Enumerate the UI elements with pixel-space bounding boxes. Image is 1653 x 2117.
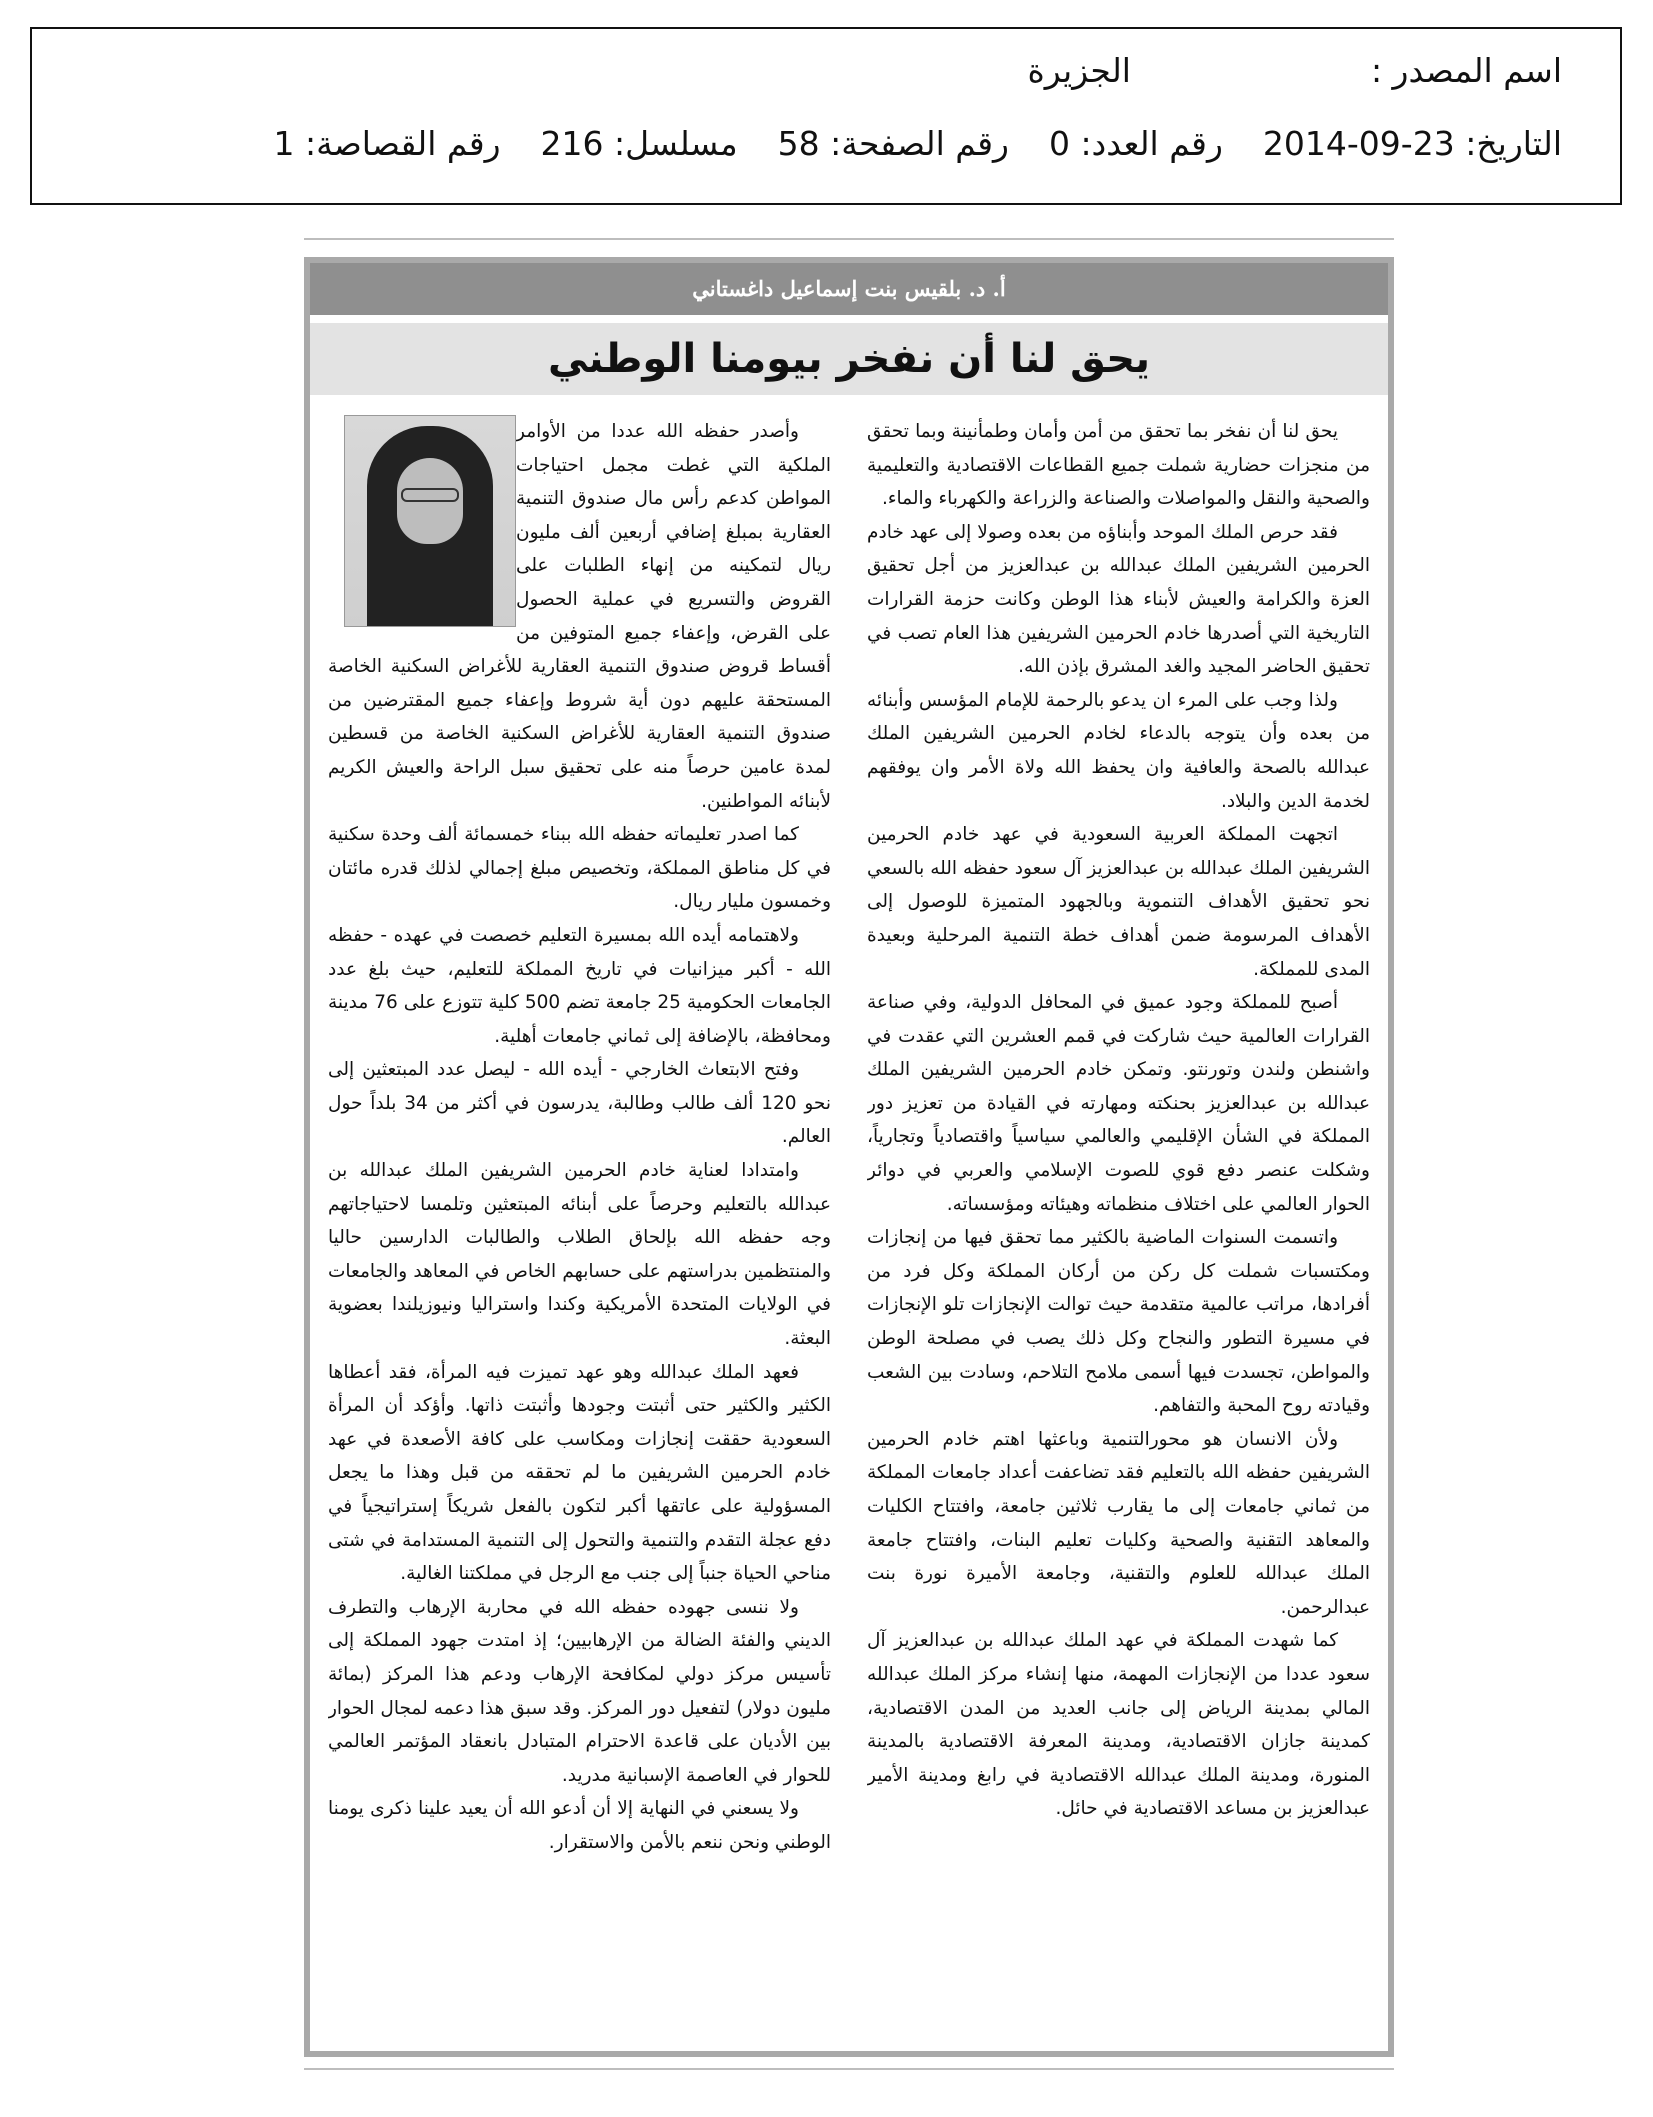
- serial-field: مسلسل: 216: [540, 124, 738, 163]
- clipping-metadata-box: [30, 27, 1622, 205]
- metadata-row-details: [90, 124, 1562, 163]
- newspaper-article: [304, 257, 1394, 2057]
- paragraph: فعهد الملك عبدالله وهو عهد تميزت فيه المرأة، فقد أعطاها الكثير والكثير حتى أثبتت وجودها وأثبتت ذاتها. وأؤكد أن المرأة السعودية حققت إنجازات ومكاسب على كافة الأصعدة في عهد خادم الحرمين الشريفين ما لم تحققه من قبل وهذا ما يجعل المسؤولية على عاتقها أكبر لتكون بالفعل شريكاً إستراتيجياً في دفع عجلة التقدم والتنمية والتحول إلى التنمية المستدامة في شتى مناحي الحياة جنباً إلى جنب مع الرجل في مملكتنا الغالية.: [328, 1361, 831, 1585]
- issue-field: رقم العدد: 0: [1048, 124, 1223, 163]
- paragraph: ولاهتمامه أيده الله بمسيرة التعليم خصصت في عهده - حفظه الله - أكبر ميزانيات في تاريخ المملكة للتعليم، حيث بلغ عدد الجامعات الحكومية 25 جامعة تضم 500 كلية تتوزع على 76 مدينة ومحافظة، بالإضافة إلى ثماني جامعات أهلية.: [328, 924, 831, 1047]
- paragraph: وفتح الابتعاث الخارجي - أيده الله - ليصل عدد المبتعثين إلى نحو 120 ألف طالب وطالبة، يدرسون في أكثر من 34 بلداً حول العالم.: [328, 1059, 831, 1148]
- paragraph: كما اصدر تعليماته حفظه الله ببناء خمسمائة ألف وحدة سكنية في كل مناطق المملكة، وتخصيص مبلغ إجمالي لذلك قدره مائتان وخمسون مليار ريال.: [328, 824, 831, 913]
- paragraph: وأصدر حفظه الله عددا من الأوامر الملكية التي غطت مجمل احتياجات المواطن كدعم رأس مال صندوق التنمية العقارية بمبلغ إضافي أربعين ألف مليون ريال لتمكينه من إنهاء الطلبات على القروض والتسريع في عملية الحصول على القرض، وإعفاء جميع المتوفين من أقساط قروض صندوق التنمية العقارية للأغراض السكنية الخاصة المستحقة عليهم دون أية شروط وإعفاء جميع المقترضين من صندوق التنمية العقارية للأغراض السكنية الخاصة من قسطين لمدة عامين حرصاً منه على تحقيق سبل الراحة والعيش الكريم لأبنائه المواطنين.: [328, 421, 831, 812]
- paragraph: ولا يسعني في النهاية إلا أن أدعو الله أن يعيد علينا ذكرى يومنا الوطني ونحن ننعم بالأمن والاستقرار.: [328, 1798, 831, 1853]
- paragraph: ولأن الانسان هو محورالتنمية وباعثها اهتم خادم الحرمين الشريفين حفظه الله بالتعليم فقد تضاعفت أعداد جامعات المملكة من ثماني جامعات إلى ما يقارب ثلاثين جامعة، وافتتاح الكليات والمعاهد التقنية والصحية وكليات تعليم البنات، وافتتاح جامعة الملك عبدالله للعلوم والتقنية، وجامعة الأميرة نورة بنت عبدالرحمن.: [867, 1428, 1370, 1618]
- column-left: [328, 415, 831, 2031]
- source-label: اسم المصدر :: [1370, 51, 1562, 90]
- clip-field: رقم القصاصة: 1: [273, 124, 501, 163]
- source-value: الجزيرة: [1027, 51, 1131, 90]
- author-photo: [344, 415, 516, 627]
- paragraph: فقد حرص الملك الموحد وأبناؤه من بعده وصولا إلى عهد خادم الحرمين الشريفين الملك عبدالله بن عبدالعزيز من أجل تحقيق العزة والكرامة والعيش لأبناء هذا الوطن وكانت حزمة القرارات التاريخية التي أصدرها خادم الحرمين الشريفين هذا العام تصب في تحقيق الحاضر المجيد والغد المشرق بإذن الله.: [867, 521, 1370, 678]
- article-body: [328, 415, 1370, 2031]
- author-byline: أ. د. بلقيس بنت إسماعيل داغستاني: [310, 263, 1388, 315]
- page-field: رقم الصفحة: 58: [777, 124, 1009, 163]
- metadata-row-source: [90, 51, 1562, 90]
- paragraph: أصبح للمملكة وجود عميق في المحافل الدولية، وفي صناعة القرارات العالمية حيث شاركت في قمم العشرين التي عقدت في واشنطن ولندن وتورنتو. وتمكن خادم الحرمين الشريفين الملك عبدالله بن عبدالعزيز بحنكته ومهارته في القيادة من تعزيز دور المملكة في الشأن الإقليمي والعالمي سياسياً واقتصادياً وتجارياً، وشكلت عنصر دفع قوي للصوت الإسلامي والعربي في دوائر الحوار العالمي على اختلاف منظماته وهيئاته ومؤسساته.: [867, 992, 1370, 1215]
- paragraph: واتسمت السنوات الماضية بالكثير مما تحقق فيها من إنجازات ومكتسبات شملت كل ركن من أركان المملكة وكل فرد من أفرادها، مراتب عالمية متقدمة حيث توالت الإنجازات تلو الإنجازات في مسيرة التطور والنجاح وكل ذلك يصب في مصلحة الوطن والمواطن، تجسدت فيها أسمى ملامح التلاحم، وسادت بين الشعب وقيادته روح المحبة والتفاهم.: [867, 1227, 1370, 1417]
- article-headline: يحق لنا أن نفخر بيومنا الوطني: [310, 323, 1388, 395]
- paragraph: كما شهدت المملكة في عهد الملك عبدالله بن عبدالعزيز آل سعود عددا من الإنجازات المهمة، منها إنشاء مركز الملك عبدالله المالي بمدينة الرياض إلى جانب العديد من المدن الاقتصادية، كمدينة جازان الاقتصادية، ومدينة المعرفة الاقتصادية بالمدينة المنورة، ومدينة الملك عبدالله الاقتصادية في رابغ ومدينة الأمير عبدالعزيز بن مساعد الاقتصادية في حائل.: [867, 1630, 1370, 1820]
- date-field: التاريخ: 23-09-2014: [1262, 124, 1562, 163]
- photo-glasses-shape: [401, 488, 459, 502]
- paragraph: ولا ننسى جهوده حفظه الله في محاربة الإرهاب والتطرف الديني والفئة الضالة من الإرهابيين؛ إذ امتدت جهود المملكة إلى تأسيس مركز دولي لمكافحة الإرهاب ودعم هذا المركز (بمائة مليون دولار) لتفعيل دور المركز. وقد سبق هذا دعمه لمجال الحوار بين الأديان على قاعدة الاحترام المتبادل بانعقاد المؤتمر العالمي للحوار في العاصمة الإسبانية مدريد.: [328, 1596, 831, 1786]
- column-right: [867, 415, 1370, 2031]
- paragraph: وامتدادا لعناية خادم الحرمين الشريفين الملك عبدالله بن عبدالله بالتعليم وحرصاً على أبنائه المبتعثين وتلمسا لاحتياجاتهم وجه حفظه الله بإلحاق الطلاب والطالبات الدارسين حاليا والمنتظمين بدراستهم على حسابهم الخاص في المعاهد والجامعات في الولايات المتحدة الأمريكية وكندا واستراليا ونيوزيلندا بعضوية البعثة.: [328, 1160, 831, 1350]
- paragraph: يحق لنا أن نفخر بما تحقق من أمن وأمان وطمأنينة وبما تحقق من منجزات حضارية شملت جميع القطاعات الاقتصادية والتعليمية والصحية والنقل والمواصلات والصناعة والزراعة والكهرباء والماء.: [867, 421, 1370, 510]
- paragraph: ولذا وجب على المرء ان يدعو بالرحمة للإمام المؤسس وأبنائه من بعده وأن يتوجه بالدعاء لخادم الحرمين الشريفين الملك عبدالله بالصحة والعافية وان يحفظ الله ولاة الأمر وان يوفقهم لخدمة الدين والبلاد.: [867, 689, 1370, 812]
- bottom-divider: [304, 2068, 1394, 2070]
- paragraph: اتجهت المملكة العربية السعودية في عهد خادم الحرمين الشريفين الملك عبدالله بن عبدالعزيز آل سعود حفظه الله بالسعي نحو تحقيق الأهداف التنموية وبالجهود المتميزة للوصول إلى الأهداف المرسومة ضمن أهداف خطة التنمية المرحلية وبعيدة المدى للمملكة.: [867, 824, 1370, 980]
- top-divider: [304, 238, 1394, 240]
